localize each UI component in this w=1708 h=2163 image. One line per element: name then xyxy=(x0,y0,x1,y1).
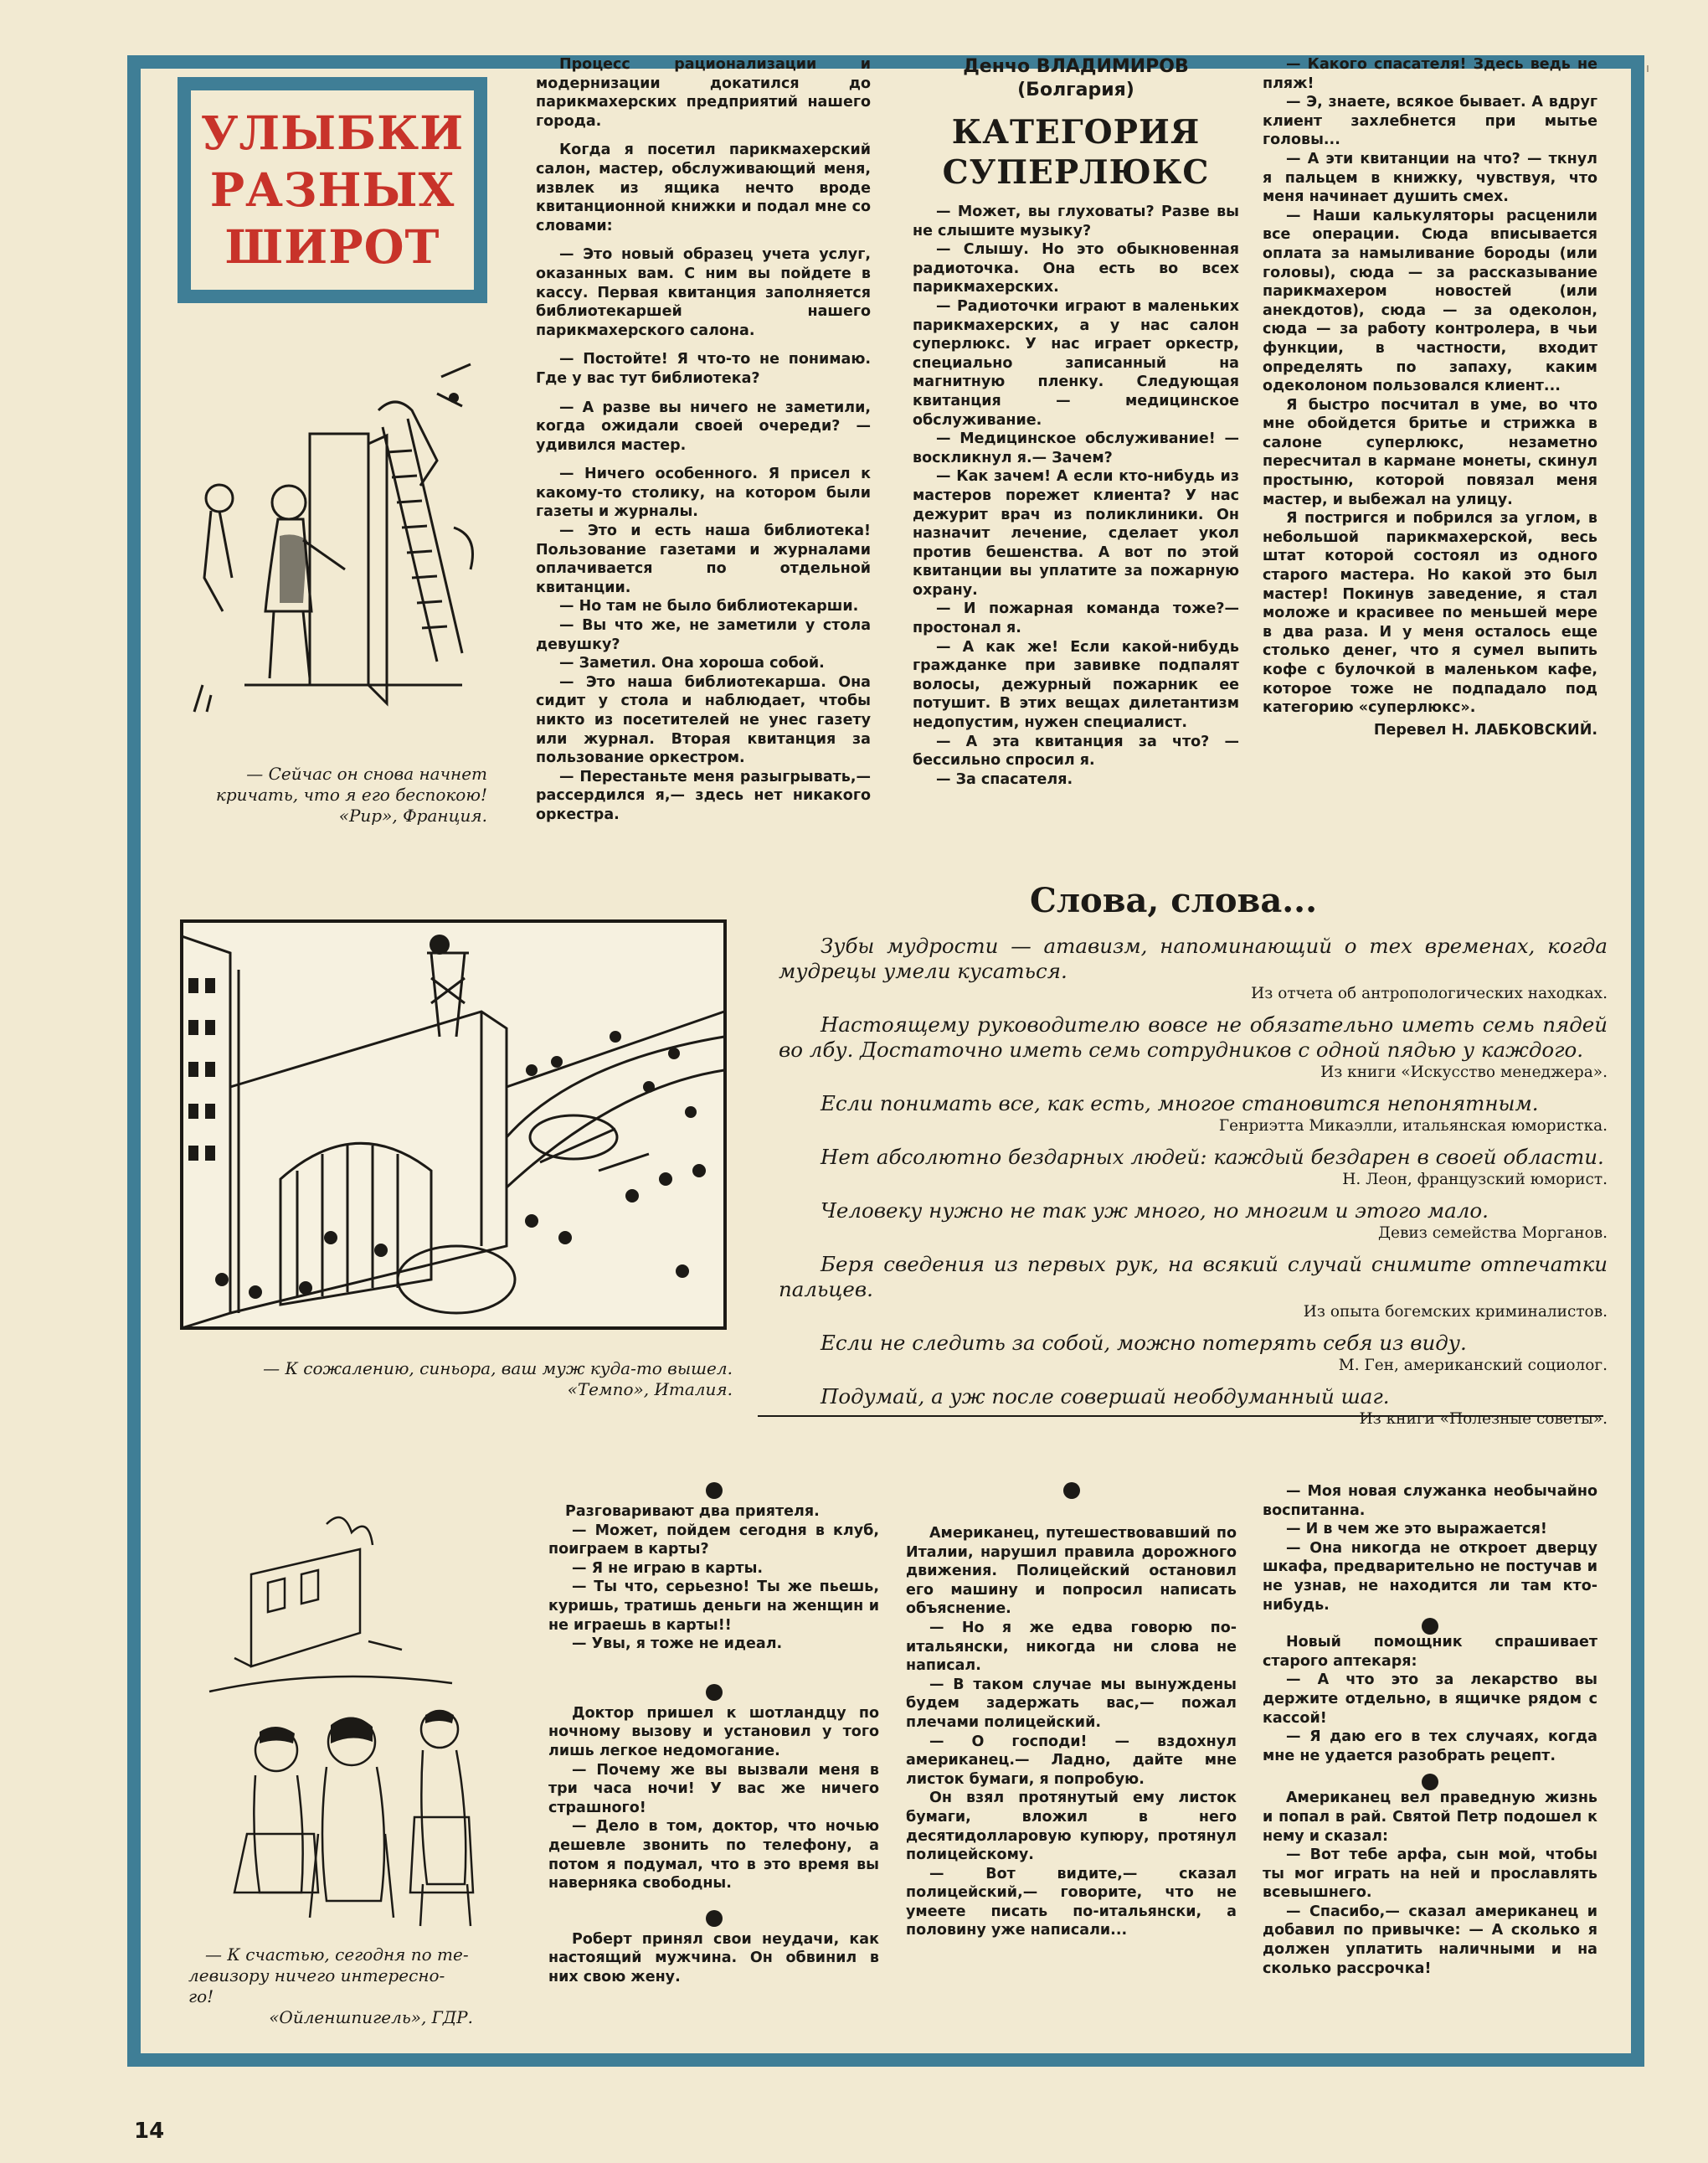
bullet-dot xyxy=(1422,1774,1438,1790)
joke-line: — Она никогда не откроет дверцу шкафа, предварительно не постучав и не узнав, не находится ли там кто-нибудь. xyxy=(1263,1539,1597,1614)
aphorism-source: Генриэтта Микаэлли, итальянская юмористка. xyxy=(1218,1117,1608,1135)
paragraph: — Медицинское обслуживание! — воскликнул я.— Зачем? xyxy=(913,430,1239,466)
joke-line: — О господи! — вздохнул американец.— Ладно, дайте мне листок бумаги, я попробую. xyxy=(906,1733,1237,1788)
bullet-dot xyxy=(706,1910,723,1927)
paragraph: — Постойте! Я что-то не понимаю. Где у вас тут библиотека? xyxy=(536,351,871,387)
paragraph: Когда я посетил парикмахерский салон, мастер, обслуживающий меня, извлек из ящика нечто вроде квитанционной книжки и подал мне со словами: xyxy=(536,142,871,234)
joke-line: — Я не играю в карты. xyxy=(572,1559,764,1577)
cartoon-barbershop-door xyxy=(186,360,496,720)
aphorism-source: Из опыта богемских криминалистов. xyxy=(1303,1303,1608,1321)
aphorism-text: Нет абсолютно бездарных людей: каждый бездарен в своей области. xyxy=(821,1145,1604,1169)
joke-line: — Спасибо,— сказал американец и добавил по привычке: — А сколько я должен уплатить наличными и на сколько рассрочка! xyxy=(1263,1903,1597,1977)
joke-line: — Может, пойдем сегодня в клуб, поиграем в карты? xyxy=(548,1522,879,1558)
story-column-1 xyxy=(536,55,871,825)
paragraph: Процесс рационализации и модернизации докатился до парикмахерских предприятий нашего города. xyxy=(536,56,871,130)
section-title-line-3: ШИРОТ xyxy=(224,219,440,274)
joke-line: — Я даю его в тех случаях, когда мне не удается разобрать рецепт. xyxy=(1263,1728,1597,1764)
divider-line xyxy=(758,1415,1603,1417)
paragraph: — Это наша библиотекарша. Она сидит у стола и наблюдает, чтобы никто из посетителей не унес газету или журнал. Вторая квитанция за пользование оркестром. xyxy=(536,673,871,767)
story-title-line-2: СУПЕРЛЮКС xyxy=(942,153,1210,192)
paragraph: — А эти квитанции на что? — ткнул я пальцем в книжку, чувствуя, что меня начинает душить смех. xyxy=(1263,150,1597,206)
paragraph: — Радиоточки играют в маленьких парикмахерских, а у нас салон суперлюкс. У нас играет оркестр, специально записанный на магнитную пленку. Следующая квитанция — медицинское обслуживание. xyxy=(913,297,1239,429)
paragraph: — Перестаньте меня разыгрывать,— рассердился я,— здесь нет никакого оркестра. xyxy=(536,768,871,823)
paragraph: — А разве вы ничего не заметили, когда ожидали своей очереди? — удивился мастер. xyxy=(536,399,871,454)
jokes-column-2 xyxy=(906,1482,1237,1940)
bullet-dot xyxy=(1422,1618,1438,1635)
jokes-column-1 xyxy=(548,1482,879,1986)
story-column-2 xyxy=(913,55,1239,789)
caption-barbershop-line-2: кричать, что я его беспокою! xyxy=(215,785,487,805)
joke-line: Он взял протянутый ему листок бумаги, вложил в него десятидолларовую купюру, протянул полицейскому. xyxy=(906,1790,1237,1864)
paragraph: — Ничего особенного. Я присел к какому-то столику, на котором были газеты и журналы. xyxy=(536,466,871,521)
aphorisms-list xyxy=(779,934,1608,1438)
caption-television xyxy=(188,1944,473,2028)
paragraph: — Какого спасателя! Здесь ведь не пляж! xyxy=(1263,56,1597,92)
paragraph: — Это новый образец учета услуг, оказанных вам. С ним вы пойдете в кассу. Первая квитанция заполняется библиотекаршей нашего парикмахерского салона. xyxy=(536,246,871,339)
paragraph: — Вы что же, не заметили у стола девушку? xyxy=(536,617,871,653)
caption-barbershop-source: «Рир», Франция. xyxy=(338,806,487,826)
caption-prison-source: «Темпо», Италия. xyxy=(567,1379,733,1399)
caption-barbershop xyxy=(186,764,487,827)
caption-barbershop-line-1: — Сейчас он снова начнет xyxy=(246,764,487,784)
joke-line: — Моя новая служанка необычайно воспитанна. xyxy=(1263,1483,1597,1519)
paragraph: Я постригся и побрился за углом, в небольшой парикмахерской, весь штат которой состоял из одного старого мастера. Но какой это был мастер! Покинув заведение, я стал моложе и красивее по меньшей мере в два раза. И у меня осталось еще столько денег, что я сумел выпить кофе с булочкой в маленьком кафе, которое тоже не подпадало под категорию «суперлюкс». xyxy=(1263,510,1597,717)
paragraph: — Наши калькуляторы расценили все операции. Сюда вписывается оплата за намыливание бороды (или головы), сюда — за рассказывание парикмахером новостей (или анекдотов), сюда — за одеколон, сюда — за работу контролера, в чьи функции, в частности, входит определять по запаху, каким одеколоном пользовался клиент... xyxy=(1263,207,1597,395)
joke-line: — А что это за лекарство вы держите отдельно, в ящичке рядом с кассой! xyxy=(1263,1671,1597,1727)
joke-line: Американец вел праведную жизнь и попал в рай. Святой Петр подошел к нему и сказал: xyxy=(1263,1790,1597,1845)
joke-line: — В таком случае мы вынуждены будем задержать вас,— пожал плечами полицейский. xyxy=(906,1676,1237,1731)
caption-television-line-3: го! xyxy=(188,1986,214,2006)
joke-line: Американец, путешествовавший по Италии, нарушил правила дорожного движения. Полицейский остановил его машину и попросил написать объяснение. xyxy=(906,1525,1237,1618)
paragraph: — Это и есть наша библиотека! Пользование газетами и журналами оплачивается по отдельной квитанции. xyxy=(536,523,871,596)
aphorism-text: Если понимать все, как есть, многое становится непонятным. xyxy=(821,1091,1539,1115)
author-name: Денчо ВЛАДИМИРОВ xyxy=(963,56,1189,77)
caption-prison-line-1: — К сожалению, синьора, ваш муж куда-то вышел. xyxy=(263,1358,733,1378)
caption-television-source: «Ойленшпигель», ГДР. xyxy=(269,2007,473,2027)
jokes-column-3 xyxy=(1263,1482,1597,1978)
paragraph: Я быстро посчитал в уме, во что мне обойдется бритье и стрижка в салоне суперлюкс, незаметно пересчитал в кармане монеты, скинул простыню, которой повязал меня мастер, и выбежал на улицу. xyxy=(1263,396,1597,508)
caption-television-line-1: — К счастью, сегодня по те- xyxy=(205,1944,469,1965)
joke-line: Доктор пришел к шотландцу по ночному вызову и установил у того лишь легкое недомогание. xyxy=(548,1704,879,1759)
cartoon-barbershop-drawing xyxy=(186,360,496,720)
section-title-line-2: РАЗНЫХ xyxy=(209,162,455,217)
paragraph: — За спасателя. xyxy=(936,770,1073,788)
joke-line: Новый помощник спрашивает старого аптекаря: xyxy=(1263,1634,1597,1670)
caption-television-line-2: левизору ничего интересно- xyxy=(188,1965,445,1985)
story-title-line-1: КАТЕГОРИЯ xyxy=(951,113,1201,152)
paragraph: — И пожарная команда тоже?— простонал я. xyxy=(913,600,1239,637)
joke-line: — И в чем же это выражается! xyxy=(1286,1521,1547,1538)
aphorism-text: Человеку нужно не так уж много, но многим и этого мало. xyxy=(821,1198,1489,1223)
aphorism-source: Девиз семейства Морганов. xyxy=(1377,1224,1608,1242)
cartoon-prison xyxy=(180,919,727,1330)
aphorism-source: Из книги «Искусство менеджера». xyxy=(1320,1063,1608,1081)
joke-line: Роберт принял свои неудачи, как настоящий мужчина. Он обвинил в них свою жену. xyxy=(548,1930,879,1985)
paragraph: — Но там не было библиотекарши. xyxy=(559,598,859,615)
aphorism-source: М. Ген, американский социолог. xyxy=(1338,1357,1608,1374)
aphorisms-title: Слова, слова... xyxy=(1030,881,1318,920)
story-title xyxy=(913,112,1239,193)
paragraph: — Может, вы глуховаты? Разве вы не слышите музыку? xyxy=(913,203,1239,239)
aphorism-text: Беря сведения из первых рук, на всякий случай снимите отпечатки пальцев. xyxy=(779,1252,1608,1301)
aphorism-source: Из книги «Полезные советы». xyxy=(1359,1410,1608,1428)
cartoon-prison-drawing xyxy=(180,919,727,1330)
cartoon-television xyxy=(201,1499,486,1934)
aphorism-source: Н. Леон, французский юморист. xyxy=(1342,1171,1608,1188)
bullet-dot xyxy=(706,1482,723,1499)
aphorism-text: Если не следить за собой, можно потерять себя из виду. xyxy=(821,1331,1467,1355)
paragraph: — А как же! Если какой-нибудь гражданке при завивке подпалят волосы, дежурный пожарник ее потушит. В этих вещах дилетантизм недопустим, нужен специалист. xyxy=(913,638,1239,732)
translator-credit: Перевел Н. ЛАБКОВСКИЙ. xyxy=(1373,721,1597,739)
page-number: 14 xyxy=(134,2119,165,2144)
paragraph: — А эта квитанция за что? — бессильно спросил я. xyxy=(913,733,1239,770)
joke-line: Разговаривают два приятеля. xyxy=(565,1503,820,1520)
joke-line: — Но я же едва говорю по-итальянски, никогда ни слова не написал. xyxy=(906,1619,1237,1675)
caption-prison xyxy=(180,1358,733,1400)
aphorism-text: Зубы мудрости — атавизм, напоминающий о тех временах, когда мудрецы умели кусаться. xyxy=(779,934,1608,983)
aphorism-text: Настоящему руководителю вовсе не обязательно иметь семь пядей во лбу. Достаточно иметь семь сотрудников с одной пядью у каждого. xyxy=(779,1012,1608,1062)
paragraph: — Э, знаете, всякое бывает. А вдруг клиент захлебнется при мытье головы... xyxy=(1263,94,1597,149)
aphorism-source: Из отчета об антропологических находках. xyxy=(1251,985,1608,1002)
aphorism-text: Подумай, а уж после совершай необдуманный шаг. xyxy=(821,1384,1390,1409)
paragraph: — Слышу. Но это обыкновенная радиоточка. Она есть во всех парикмахерских. xyxy=(913,241,1239,296)
bullet-dot xyxy=(706,1684,723,1701)
joke-line: — Почему же вы вызвали меня в три часа ночи! У вас же ничего страшного! xyxy=(548,1761,879,1816)
joke-line: — Ты что, серьезно! Ты же пьешь, куришь, тратишь деньги на женщин и не играешь в карты!! xyxy=(548,1578,879,1634)
paragraph: — Заметил. Она хороша собой. xyxy=(559,655,825,672)
author-country: (Болгария) xyxy=(1017,80,1134,100)
bullet-dot xyxy=(1063,1482,1080,1499)
joke-line: — Увы, я тоже не идеал. xyxy=(572,1635,783,1653)
story-column-3 xyxy=(1263,55,1597,739)
section-title-line-1: УЛЫБКИ xyxy=(200,106,465,160)
joke-line: — Дело в том, доктор, что ночью дешевле звонить по телефону, а потом я подумал, что в это время вы наверняка свободны. xyxy=(548,1818,879,1893)
edge-mark: ı xyxy=(1646,62,1649,75)
joke-line: — Вот видите,— сказал полицейский,— говорите, что не умеете писать по-итальянски, а половину уже написали... xyxy=(906,1865,1237,1939)
cartoon-television-drawing xyxy=(201,1499,486,1934)
joke-line: — Вот тебе арфа, сын мой, чтобы ты мог играть на ней и прославлять всевышнего. xyxy=(1263,1846,1597,1902)
section-title-box xyxy=(177,77,487,303)
paragraph: — Как зачем! А если кто-нибудь из мастеров порежет клиента? У нас дежурит врач из поликлиники. Он назначит лечение, сделает укол против бешенства. А вот по этой квитанции вы уплатите за пожарную охрану. xyxy=(913,468,1239,599)
